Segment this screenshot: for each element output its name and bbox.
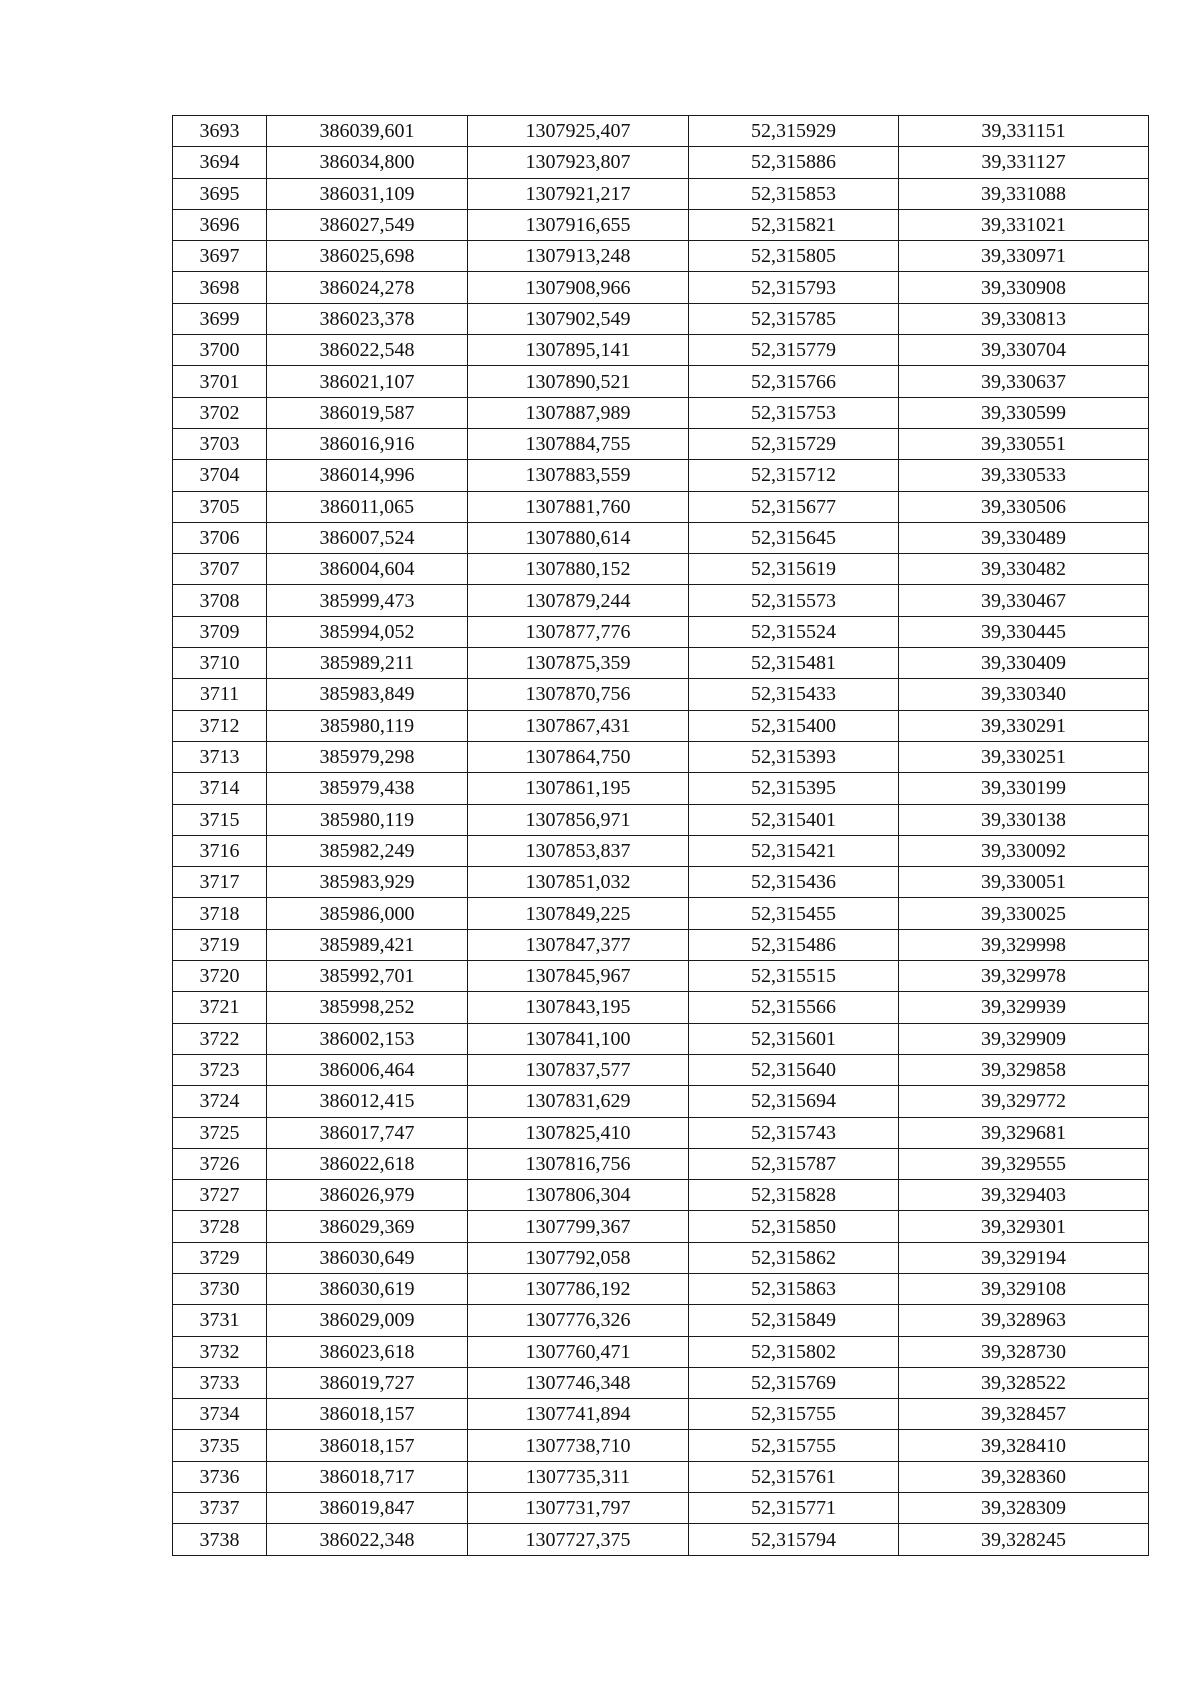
longitude-cell: 39,330025 [899,898,1149,929]
x-coordinate-cell: 385979,438 [267,773,468,804]
latitude-cell: 52,315863 [689,1273,899,1304]
y-coordinate-cell: 1307923,807 [468,147,689,178]
x-coordinate-cell: 386017,747 [267,1117,468,1148]
longitude-cell: 39,329555 [899,1148,1149,1179]
table-row [173,616,1149,647]
table-row [173,1242,1149,1273]
y-coordinate-cell: 1307851,032 [468,867,689,898]
longitude-cell: 39,330092 [899,835,1149,866]
longitude-cell: 39,330138 [899,804,1149,835]
y-coordinate-cell: 1307841,100 [468,1023,689,1054]
point-number-cell: 3737 [173,1493,267,1524]
y-coordinate-cell: 1307816,756 [468,1148,689,1179]
table-row [173,116,1149,147]
table-row [173,1493,1149,1524]
point-number-cell: 3708 [173,585,267,616]
x-coordinate-cell: 385980,119 [267,710,468,741]
x-coordinate-cell: 385999,473 [267,585,468,616]
y-coordinate-cell: 1307908,966 [468,272,689,303]
table-row [173,679,1149,710]
table-row [173,1336,1149,1367]
longitude-cell: 39,330199 [899,773,1149,804]
y-coordinate-cell: 1307884,755 [468,428,689,459]
x-coordinate-cell: 386018,157 [267,1399,468,1430]
table-row [173,1211,1149,1242]
point-number-cell: 3736 [173,1461,267,1492]
table-row [173,804,1149,835]
table-row [173,147,1149,178]
point-number-cell: 3699 [173,303,267,334]
table-row [173,867,1149,898]
longitude-cell: 39,328360 [899,1461,1149,1492]
table-row [173,648,1149,679]
table-row [173,272,1149,303]
table-row [173,1430,1149,1461]
y-coordinate-cell: 1307880,152 [468,554,689,585]
longitude-cell: 39,330506 [899,491,1149,522]
x-coordinate-cell: 386014,996 [267,460,468,491]
y-coordinate-cell: 1307792,058 [468,1242,689,1273]
latitude-cell: 52,315573 [689,585,899,616]
x-coordinate-cell: 386023,618 [267,1336,468,1367]
table-row [173,1023,1149,1054]
point-number-cell: 3730 [173,1273,267,1304]
point-number-cell: 3700 [173,335,267,366]
longitude-cell: 39,328730 [899,1336,1149,1367]
longitude-cell: 39,330908 [899,272,1149,303]
latitude-cell: 52,315785 [689,303,899,334]
point-number-cell: 3738 [173,1524,267,1555]
point-number-cell: 3720 [173,961,267,992]
longitude-cell: 39,330704 [899,335,1149,366]
point-number-cell: 3697 [173,241,267,272]
longitude-cell: 39,328245 [899,1524,1149,1555]
table-row [173,1461,1149,1492]
longitude-cell: 39,330251 [899,741,1149,772]
latitude-cell: 52,315779 [689,335,899,366]
point-number-cell: 3693 [173,116,267,147]
y-coordinate-cell: 1307837,577 [468,1054,689,1085]
x-coordinate-cell: 385983,849 [267,679,468,710]
longitude-cell: 39,329998 [899,929,1149,960]
point-number-cell: 3735 [173,1430,267,1461]
point-number-cell: 3709 [173,616,267,647]
point-number-cell: 3723 [173,1054,267,1085]
latitude-cell: 52,315862 [689,1242,899,1273]
y-coordinate-cell: 1307849,225 [468,898,689,929]
longitude-cell: 39,330051 [899,867,1149,898]
y-coordinate-cell: 1307847,377 [468,929,689,960]
latitude-cell: 52,315455 [689,898,899,929]
longitude-cell: 39,329909 [899,1023,1149,1054]
x-coordinate-cell: 386027,549 [267,209,468,240]
latitude-cell: 52,315694 [689,1086,899,1117]
coordinates-table [172,115,1149,1556]
table-row [173,335,1149,366]
table-row [173,303,1149,334]
table-row [173,1148,1149,1179]
point-number-cell: 3722 [173,1023,267,1054]
y-coordinate-cell: 1307921,217 [468,178,689,209]
y-coordinate-cell: 1307925,407 [468,116,689,147]
x-coordinate-cell: 386029,369 [267,1211,468,1242]
latitude-cell: 52,315433 [689,679,899,710]
x-coordinate-cell: 386031,109 [267,178,468,209]
longitude-cell: 39,330971 [899,241,1149,272]
x-coordinate-cell: 386012,415 [267,1086,468,1117]
table-row [173,554,1149,585]
point-number-cell: 3694 [173,147,267,178]
latitude-cell: 52,315753 [689,397,899,428]
table-row [173,1117,1149,1148]
longitude-cell: 39,328963 [899,1305,1149,1336]
table-row [173,773,1149,804]
longitude-cell: 39,330599 [899,397,1149,428]
x-coordinate-cell: 386023,378 [267,303,468,334]
longitude-cell: 39,331127 [899,147,1149,178]
y-coordinate-cell: 1307831,629 [468,1086,689,1117]
latitude-cell: 52,315400 [689,710,899,741]
latitude-cell: 52,315793 [689,272,899,303]
longitude-cell: 39,330482 [899,554,1149,585]
table-row [173,1305,1149,1336]
table-row [173,961,1149,992]
latitude-cell: 52,315481 [689,648,899,679]
latitude-cell: 52,315853 [689,178,899,209]
point-number-cell: 3703 [173,428,267,459]
y-coordinate-cell: 1307864,750 [468,741,689,772]
latitude-cell: 52,315601 [689,1023,899,1054]
table-row [173,1086,1149,1117]
x-coordinate-cell: 386019,847 [267,1493,468,1524]
latitude-cell: 52,315712 [689,460,899,491]
x-coordinate-cell: 386022,348 [267,1524,468,1555]
x-coordinate-cell: 385989,211 [267,648,468,679]
point-number-cell: 3696 [173,209,267,240]
latitude-cell: 52,315794 [689,1524,899,1555]
y-coordinate-cell: 1307806,304 [468,1180,689,1211]
y-coordinate-cell: 1307913,248 [468,241,689,272]
latitude-cell: 52,315729 [689,428,899,459]
x-coordinate-cell: 386002,153 [267,1023,468,1054]
point-number-cell: 3726 [173,1148,267,1179]
longitude-cell: 39,330551 [899,428,1149,459]
table-row [173,178,1149,209]
longitude-cell: 39,331088 [899,178,1149,209]
latitude-cell: 52,315677 [689,491,899,522]
x-coordinate-cell: 386029,009 [267,1305,468,1336]
longitude-cell: 39,329108 [899,1273,1149,1304]
table-row [173,522,1149,553]
y-coordinate-cell: 1307861,195 [468,773,689,804]
latitude-cell: 52,315395 [689,773,899,804]
longitude-cell: 39,330340 [899,679,1149,710]
y-coordinate-cell: 1307870,756 [468,679,689,710]
y-coordinate-cell: 1307902,549 [468,303,689,334]
point-number-cell: 3732 [173,1336,267,1367]
table-row [173,710,1149,741]
longitude-cell: 39,329939 [899,992,1149,1023]
latitude-cell: 52,315886 [689,147,899,178]
longitude-cell: 39,329978 [899,961,1149,992]
y-coordinate-cell: 1307843,195 [468,992,689,1023]
y-coordinate-cell: 1307776,326 [468,1305,689,1336]
point-number-cell: 3733 [173,1367,267,1398]
point-number-cell: 3706 [173,522,267,553]
y-coordinate-cell: 1307853,837 [468,835,689,866]
x-coordinate-cell: 386007,524 [267,522,468,553]
point-number-cell: 3698 [173,272,267,303]
table-row [173,992,1149,1023]
latitude-cell: 52,315436 [689,867,899,898]
latitude-cell: 52,315850 [689,1211,899,1242]
latitude-cell: 52,315771 [689,1493,899,1524]
longitude-cell: 39,330467 [899,585,1149,616]
y-coordinate-cell: 1307916,655 [468,209,689,240]
table-row [173,1054,1149,1085]
x-coordinate-cell: 385980,119 [267,804,468,835]
x-coordinate-cell: 385998,252 [267,992,468,1023]
point-number-cell: 3725 [173,1117,267,1148]
y-coordinate-cell: 1307883,559 [468,460,689,491]
x-coordinate-cell: 386011,065 [267,491,468,522]
point-number-cell: 3704 [173,460,267,491]
latitude-cell: 52,315640 [689,1054,899,1085]
latitude-cell: 52,315828 [689,1180,899,1211]
x-coordinate-cell: 386016,916 [267,428,468,459]
point-number-cell: 3710 [173,648,267,679]
table-row [173,209,1149,240]
x-coordinate-cell: 386034,800 [267,147,468,178]
x-coordinate-cell: 386025,698 [267,241,468,272]
y-coordinate-cell: 1307760,471 [468,1336,689,1367]
longitude-cell: 39,330533 [899,460,1149,491]
table-row [173,741,1149,772]
latitude-cell: 52,315515 [689,961,899,992]
longitude-cell: 39,330291 [899,710,1149,741]
point-number-cell: 3705 [173,491,267,522]
point-number-cell: 3719 [173,929,267,960]
x-coordinate-cell: 386006,464 [267,1054,468,1085]
y-coordinate-cell: 1307786,192 [468,1273,689,1304]
table-row [173,1524,1149,1555]
latitude-cell: 52,315566 [689,992,899,1023]
point-number-cell: 3714 [173,773,267,804]
point-number-cell: 3727 [173,1180,267,1211]
point-number-cell: 3721 [173,992,267,1023]
longitude-cell: 39,331151 [899,116,1149,147]
x-coordinate-cell: 385989,421 [267,929,468,960]
point-number-cell: 3707 [173,554,267,585]
table-row [173,929,1149,960]
longitude-cell: 39,328522 [899,1367,1149,1398]
longitude-cell: 39,330409 [899,648,1149,679]
x-coordinate-cell: 386022,618 [267,1148,468,1179]
table-row [173,585,1149,616]
table-row [173,1367,1149,1398]
table-row [173,835,1149,866]
longitude-cell: 39,329403 [899,1180,1149,1211]
latitude-cell: 52,315743 [689,1117,899,1148]
x-coordinate-cell: 386018,157 [267,1430,468,1461]
table-row [173,1399,1149,1430]
longitude-cell: 39,329772 [899,1086,1149,1117]
table-row [173,460,1149,491]
y-coordinate-cell: 1307856,971 [468,804,689,835]
point-number-cell: 3716 [173,835,267,866]
longitude-cell: 39,328410 [899,1430,1149,1461]
latitude-cell: 52,315787 [689,1148,899,1179]
x-coordinate-cell: 386019,727 [267,1367,468,1398]
latitude-cell: 52,315619 [689,554,899,585]
x-coordinate-cell: 386019,587 [267,397,468,428]
point-number-cell: 3718 [173,898,267,929]
point-number-cell: 3729 [173,1242,267,1273]
point-number-cell: 3715 [173,804,267,835]
latitude-cell: 52,315849 [689,1305,899,1336]
point-number-cell: 3695 [173,178,267,209]
y-coordinate-cell: 1307867,431 [468,710,689,741]
x-coordinate-cell: 385983,929 [267,867,468,898]
table-row [173,397,1149,428]
y-coordinate-cell: 1307741,894 [468,1399,689,1430]
coordinates-table-body [173,116,1149,1556]
y-coordinate-cell: 1307875,359 [468,648,689,679]
latitude-cell: 52,315761 [689,1461,899,1492]
x-coordinate-cell: 385982,249 [267,835,468,866]
y-coordinate-cell: 1307799,367 [468,1211,689,1242]
y-coordinate-cell: 1307735,311 [468,1461,689,1492]
longitude-cell: 39,330637 [899,366,1149,397]
longitude-cell: 39,331021 [899,209,1149,240]
x-coordinate-cell: 385992,701 [267,961,468,992]
latitude-cell: 52,315755 [689,1430,899,1461]
x-coordinate-cell: 386021,107 [267,366,468,397]
x-coordinate-cell: 386018,717 [267,1461,468,1492]
latitude-cell: 52,315393 [689,741,899,772]
longitude-cell: 39,328457 [899,1399,1149,1430]
table-row [173,1273,1149,1304]
y-coordinate-cell: 1307879,244 [468,585,689,616]
x-coordinate-cell: 385979,298 [267,741,468,772]
longitude-cell: 39,329681 [899,1117,1149,1148]
y-coordinate-cell: 1307727,375 [468,1524,689,1555]
table-row [173,428,1149,459]
x-coordinate-cell: 386004,604 [267,554,468,585]
latitude-cell: 52,315401 [689,804,899,835]
x-coordinate-cell: 385986,000 [267,898,468,929]
x-coordinate-cell: 386022,548 [267,335,468,366]
y-coordinate-cell: 1307887,989 [468,397,689,428]
latitude-cell: 52,315805 [689,241,899,272]
longitude-cell: 39,328309 [899,1493,1149,1524]
x-coordinate-cell: 385994,052 [267,616,468,647]
y-coordinate-cell: 1307890,521 [468,366,689,397]
y-coordinate-cell: 1307731,797 [468,1493,689,1524]
latitude-cell: 52,315769 [689,1367,899,1398]
x-coordinate-cell: 386030,649 [267,1242,468,1273]
longitude-cell: 39,330445 [899,616,1149,647]
point-number-cell: 3711 [173,679,267,710]
latitude-cell: 52,315524 [689,616,899,647]
latitude-cell: 52,315802 [689,1336,899,1367]
table-row [173,1180,1149,1211]
point-number-cell: 3724 [173,1086,267,1117]
table-row [173,241,1149,272]
point-number-cell: 3728 [173,1211,267,1242]
y-coordinate-cell: 1307895,141 [468,335,689,366]
y-coordinate-cell: 1307880,614 [468,522,689,553]
y-coordinate-cell: 1307877,776 [468,616,689,647]
longitude-cell: 39,330489 [899,522,1149,553]
point-number-cell: 3701 [173,366,267,397]
y-coordinate-cell: 1307746,348 [468,1367,689,1398]
x-coordinate-cell: 386039,601 [267,116,468,147]
latitude-cell: 52,315486 [689,929,899,960]
latitude-cell: 52,315766 [689,366,899,397]
longitude-cell: 39,329301 [899,1211,1149,1242]
latitude-cell: 52,315821 [689,209,899,240]
latitude-cell: 52,315421 [689,835,899,866]
point-number-cell: 3713 [173,741,267,772]
latitude-cell: 52,315645 [689,522,899,553]
x-coordinate-cell: 386026,979 [267,1180,468,1211]
longitude-cell: 39,330813 [899,303,1149,334]
longitude-cell: 39,329858 [899,1054,1149,1085]
y-coordinate-cell: 1307881,760 [468,491,689,522]
point-number-cell: 3717 [173,867,267,898]
x-coordinate-cell: 386024,278 [267,272,468,303]
latitude-cell: 52,315755 [689,1399,899,1430]
table-row [173,898,1149,929]
y-coordinate-cell: 1307738,710 [468,1430,689,1461]
y-coordinate-cell: 1307845,967 [468,961,689,992]
table-row [173,366,1149,397]
y-coordinate-cell: 1307825,410 [468,1117,689,1148]
latitude-cell: 52,315929 [689,116,899,147]
point-number-cell: 3712 [173,710,267,741]
point-number-cell: 3734 [173,1399,267,1430]
table-row [173,491,1149,522]
point-number-cell: 3702 [173,397,267,428]
longitude-cell: 39,329194 [899,1242,1149,1273]
x-coordinate-cell: 386030,619 [267,1273,468,1304]
point-number-cell: 3731 [173,1305,267,1336]
